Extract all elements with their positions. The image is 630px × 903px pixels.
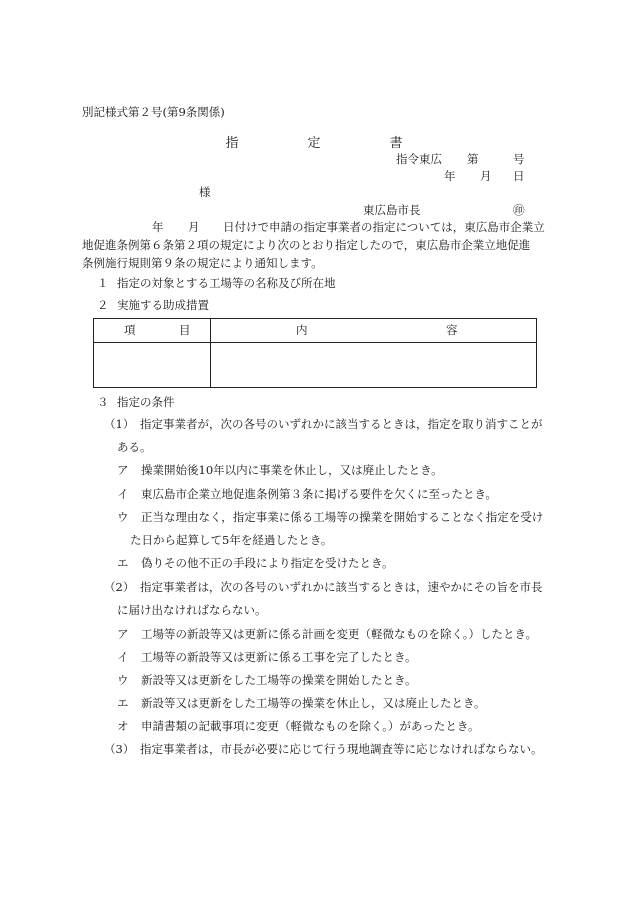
condition-2-line-1: 指定事業者は，次の各号のいずれかに該当するときは，速やかにその旨を市長 [140, 580, 543, 594]
condition-2-item-o-mark: オ [117, 719, 129, 733]
condition-1-item-u-line-1: 正当な理由なく，指定事業に係る工場等の操業を開始することなく指定を受け [141, 510, 544, 524]
condition-1-line-2: ある。 [117, 440, 152, 454]
condition-2-item-i: 工場等の新設等又は更新に係る工事を完了したとき。 [141, 650, 417, 664]
doc-number-prefix: 指令東広 [396, 152, 442, 166]
table-cell-item [94, 343, 211, 388]
title-char-3: 書 [389, 136, 403, 151]
section-2-heading: 実施する助成措置 [117, 298, 209, 312]
condition-1-item-e: 偽りその他不正の手段により指定を受けたとき。 [141, 556, 394, 570]
table-row [94, 343, 537, 388]
intro-line-3: 条例施行規則第９条の規定により通知します。 [82, 256, 323, 270]
date-month: 月 [480, 169, 492, 183]
date-day: 日 [513, 169, 525, 183]
condition-2-line-2: に届け出なければならない。 [117, 603, 267, 617]
condition-2-item-o: 申請書類の記載事項に変更（軽微なものを除く。）があったとき。 [141, 719, 480, 733]
doc-number-mid: 第 [467, 152, 479, 166]
condition-2-item-a-mark: ア [117, 627, 129, 641]
table-header-row [94, 319, 537, 343]
header-item-char-2: 目 [179, 323, 191, 337]
issuer-name: 東広島市長 [363, 203, 421, 217]
section-3-heading: 指定の条件 [117, 395, 175, 409]
condition-2-item-a: 工場等の新設等又は更新に係る計画を変更（軽微なものを除く。）したとき。 [141, 627, 538, 641]
condition-2-item-i-mark: イ [117, 650, 129, 664]
intro-date-month: 月 [188, 220, 200, 234]
date-year: 年 [444, 169, 456, 183]
table-header-content [211, 319, 537, 343]
title-char-1: 指 [225, 136, 239, 151]
condition-1-item-u-line-2: た日から起算して5年を経過したとき。 [130, 533, 333, 547]
intro-line-1: 日付けで申請の指定事業者の指定については，東広島市企業立 [223, 220, 545, 234]
subsidy-table [93, 318, 537, 388]
condition-1-item-u-mark: ウ [117, 510, 129, 524]
condition-1-item-a: 操業開始後10年以内に事業を休止し，又は廃止したとき。 [141, 463, 443, 477]
section-1-heading: 指定の対象とする工場等の名称及び所在地 [117, 276, 336, 290]
condition-2-number: （2） [104, 580, 135, 594]
condition-1-item-e-mark: エ [117, 556, 129, 570]
condition-3-number: （3） [104, 742, 135, 756]
condition-1-number: （1） [104, 417, 135, 431]
table-header-item [94, 319, 211, 343]
section-2-number: ２ [97, 298, 109, 312]
form-label: 別記様式第２号(第9条関係) [82, 105, 225, 119]
condition-1-item-i-mark: イ [117, 487, 129, 501]
intro-line-2: 地促進条例第６条第２項の規定により次のとおり指定したので，東広島市企業立地促進 [82, 238, 531, 252]
header-content-char-1: 内 [296, 323, 308, 337]
condition-2-item-u: 新設等又は更新をした工場等の操業を開始したとき。 [141, 673, 417, 687]
doc-number-suffix: 号 [513, 152, 525, 166]
section-1-number: １ [97, 276, 109, 290]
condition-2-item-u-mark: ウ [117, 673, 129, 687]
section-3-number: ３ [97, 395, 109, 409]
header-content-char-2: 容 [446, 323, 458, 337]
intro-date-year: 年 [152, 220, 164, 234]
condition-2-item-e: 新設等又は更新をした工場等の操業を休止し，又は廃止したとき。 [141, 696, 486, 710]
seal-mark: ㊞ [513, 203, 525, 217]
condition-1-line-1: 指定事業者が，次の各号のいずれかに該当するときは，指定を取り消すことが [140, 417, 543, 431]
condition-2-item-e-mark: エ [117, 696, 129, 710]
condition-1-item-i: 東広島市企業立地促進条例第３条に掲げる要件を欠くに至ったとき。 [141, 487, 498, 501]
condition-3-line-1: 指定事業者は，市長が必要に応じて行う現地調査等に応じなければならない。 [140, 742, 543, 756]
header-item-char-1: 項 [124, 323, 136, 337]
condition-1-item-a-mark: ア [117, 463, 129, 477]
title-char-2: 定 [307, 136, 321, 151]
table-cell-content [211, 343, 537, 388]
recipient-suffix: 様 [199, 185, 211, 199]
